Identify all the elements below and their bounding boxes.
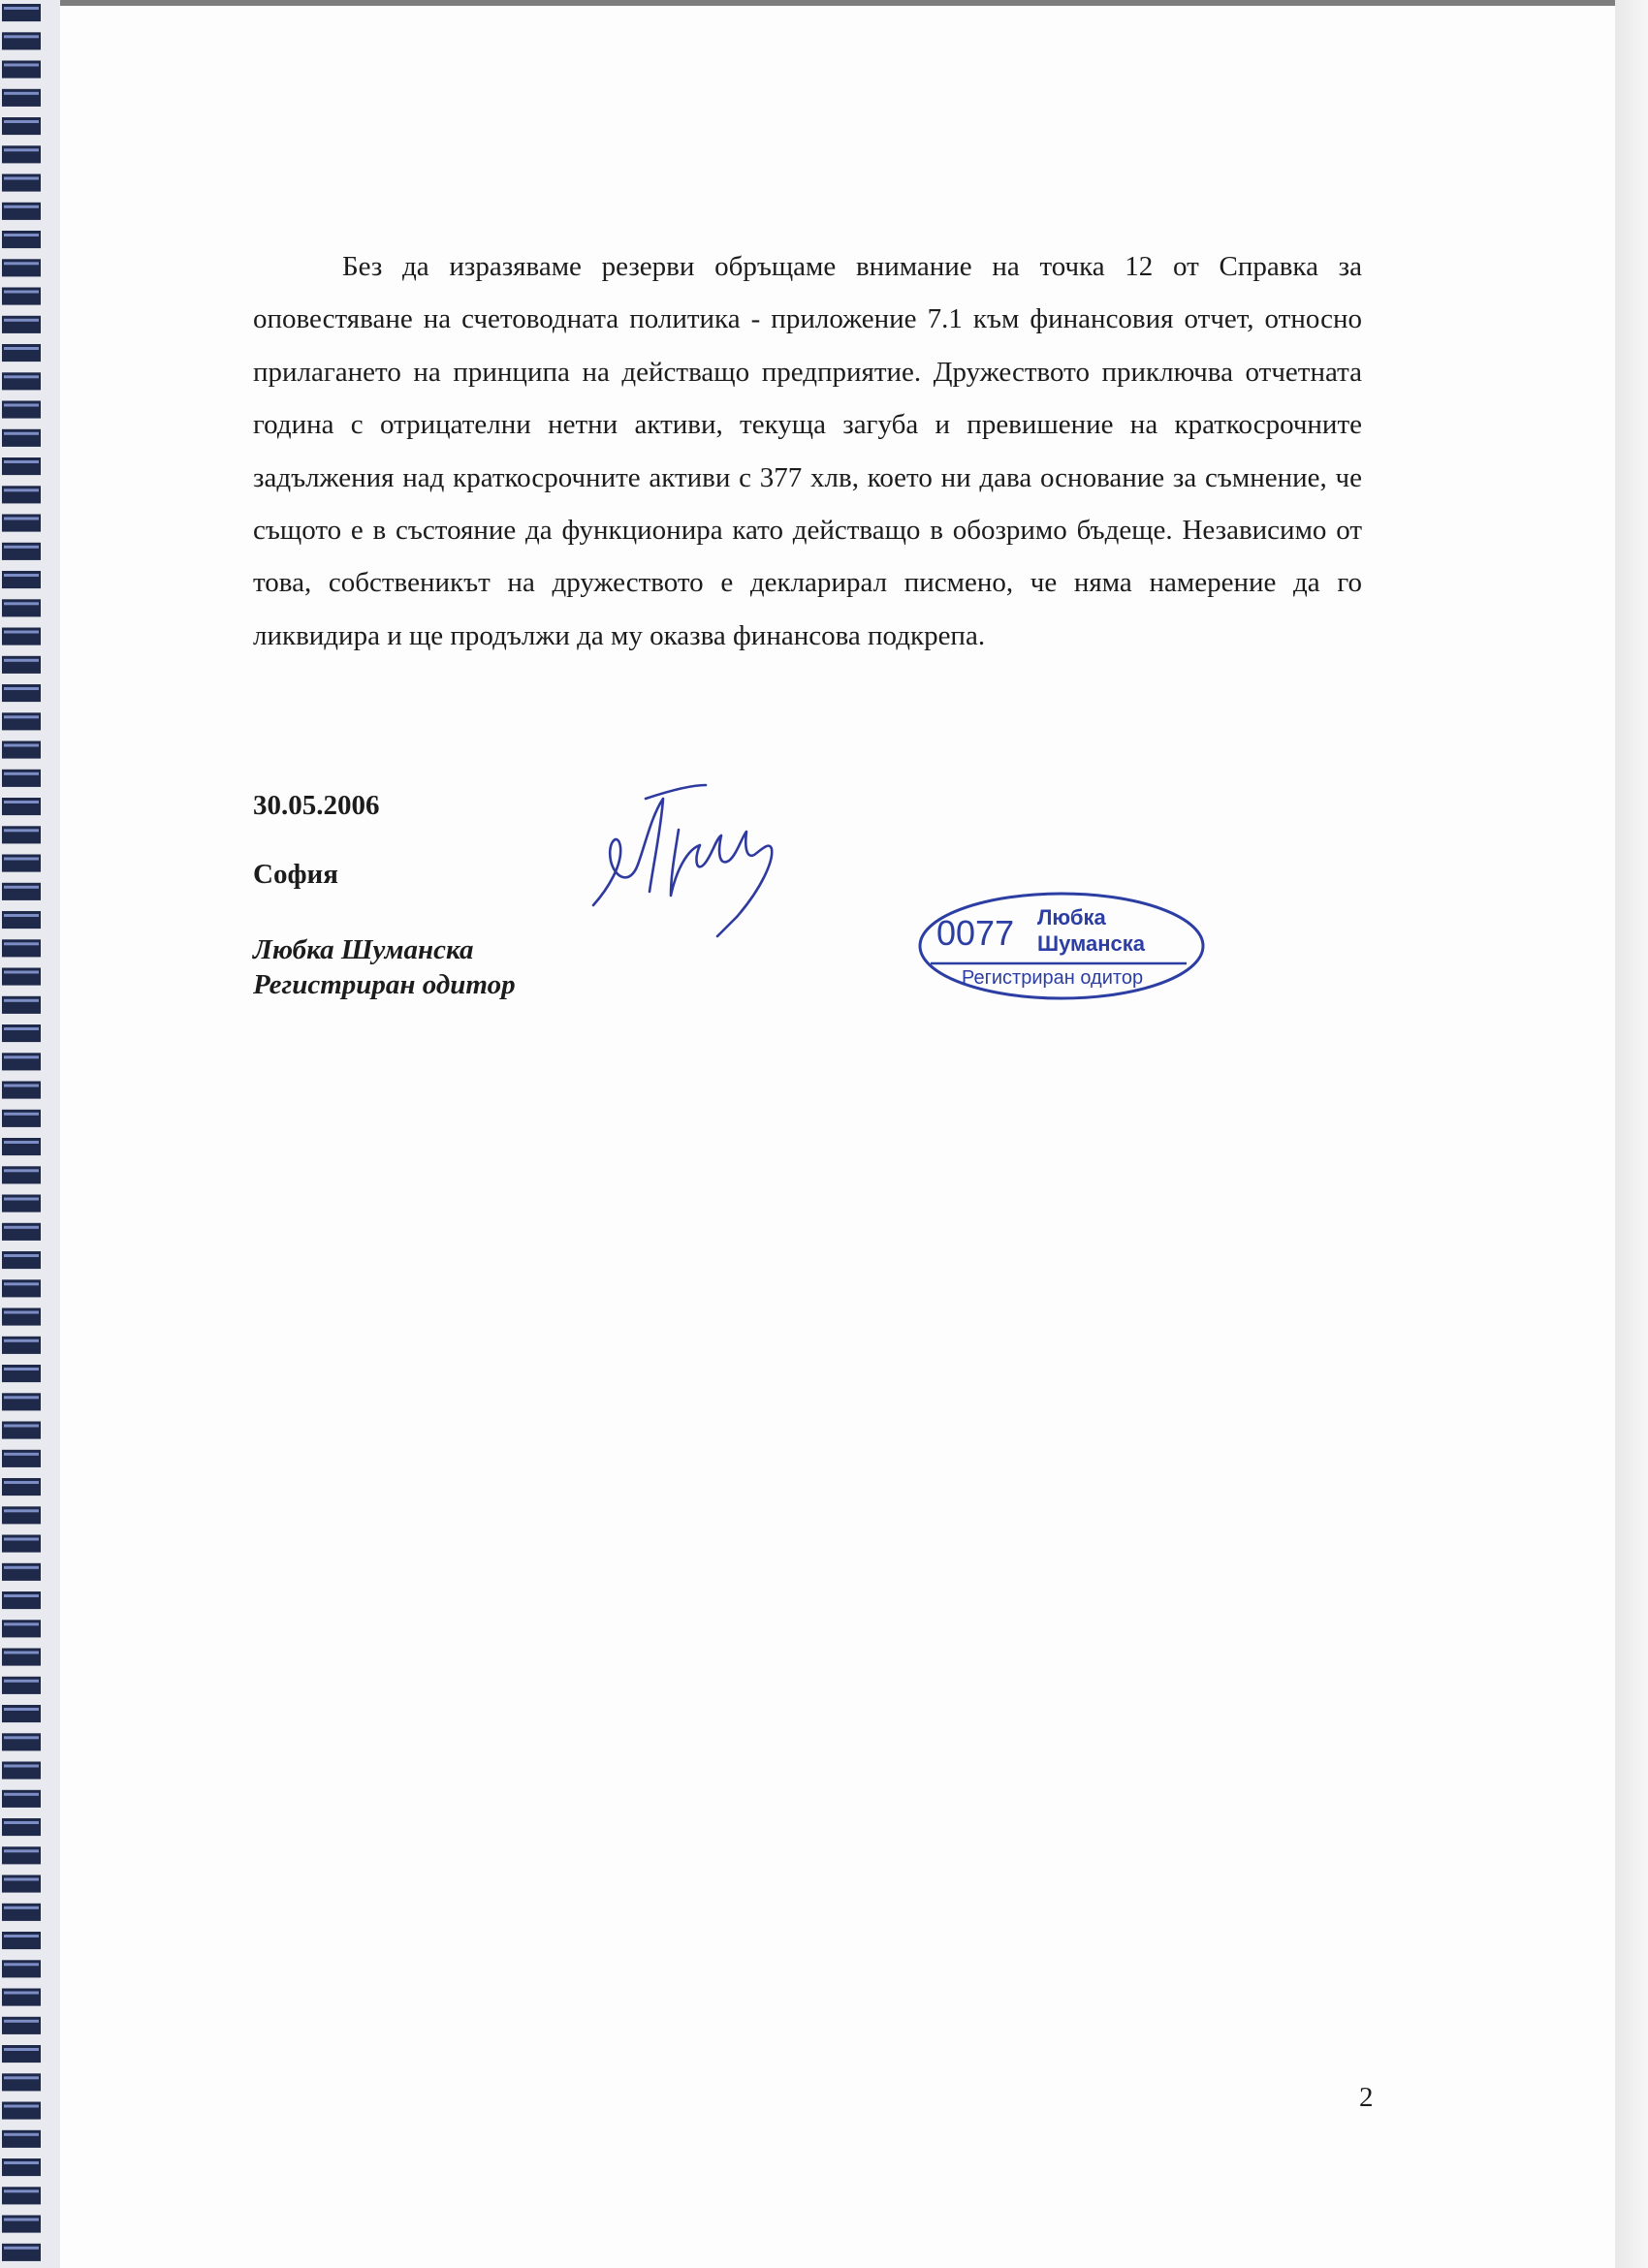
binding-ring: [2, 457, 41, 475]
binding-ring: [2, 372, 41, 390]
binding-ring-highlight: [4, 64, 39, 67]
binding-ring-highlight: [4, 1113, 39, 1116]
binding-ring-highlight: [4, 1566, 39, 1569]
binding-ring-highlight: [4, 1339, 39, 1342]
binding-ring-highlight: [4, 2133, 39, 2136]
binding-ring-highlight: [4, 546, 39, 549]
binding-ring: [2, 2158, 41, 2176]
binding-ring: [2, 1308, 41, 1326]
binding-ring: [2, 1591, 41, 1609]
binding-ring: [2, 543, 41, 560]
binding-ring: [2, 4, 41, 21]
binding-ring: [2, 203, 41, 220]
binding-ring-highlight: [4, 7, 39, 10]
spiral-binding: [0, 0, 60, 2268]
binding-ring: [2, 770, 41, 787]
binding-ring-highlight: [4, 1622, 39, 1625]
binding-ring-highlight: [4, 518, 39, 520]
binding-ring-highlight: [4, 659, 39, 662]
binding-ring-highlight: [4, 1821, 39, 1824]
binding-ring-highlight: [4, 2048, 39, 2051]
binding-ring: [2, 628, 41, 646]
binding-ring: [2, 2017, 41, 2034]
binding-ring-highlight: [4, 2219, 39, 2221]
binding-ring: [2, 656, 41, 674]
binding-ring-highlight: [4, 1538, 39, 1541]
binding-ring-highlight: [4, 602, 39, 605]
binding-ring-highlight: [4, 2161, 39, 2164]
binding-ring-highlight: [4, 687, 39, 690]
binding-ring: [2, 1110, 41, 1127]
binding-ring-highlight: [4, 858, 39, 861]
binding-ring-highlight: [4, 2189, 39, 2192]
binding-ring: [2, 145, 41, 163]
binding-ring: [2, 1649, 41, 1666]
binding-ring: [2, 486, 41, 503]
binding-ring-highlight: [4, 1169, 39, 1172]
binding-ring-highlight: [4, 1027, 39, 1030]
binding-ring: [2, 939, 41, 957]
binding-ring: [2, 1705, 41, 1722]
binding-ring-highlight: [4, 234, 39, 236]
binding-ring-highlight: [4, 404, 39, 407]
binding-ring: [2, 1506, 41, 1524]
binding-ring-highlight: [4, 1906, 39, 1909]
handwritten-signature: [582, 772, 872, 946]
binding-ring-highlight: [4, 715, 39, 718]
auditor-stamp: [915, 890, 1208, 1002]
binding-ring-highlight: [4, 1736, 39, 1739]
binding-ring: [2, 1223, 41, 1241]
binding-ring-highlight: [4, 1765, 39, 1768]
binding-ring-highlight: [4, 92, 39, 95]
binding-ring: [2, 2073, 41, 2091]
binding-ring-highlight: [4, 631, 39, 634]
binding-ring: [2, 1790, 41, 1808]
binding-ring: [2, 911, 41, 929]
binding-ring: [2, 1393, 41, 1410]
binding-ring-highlight: [4, 999, 39, 1002]
binding-ring-highlight: [4, 886, 39, 889]
binding-ring: [2, 174, 41, 192]
page-number: 2: [1359, 2082, 1374, 2113]
binding-ring-highlight: [4, 1849, 39, 1852]
binding-ring: [2, 741, 41, 759]
binding-ring: [2, 1279, 41, 1297]
binding-ring-highlight: [4, 1652, 39, 1654]
binding-ring: [2, 2187, 41, 2204]
binding-ring-highlight: [4, 1396, 39, 1399]
binding-ring-highlight: [4, 2105, 39, 2108]
binding-ring-highlight: [4, 35, 39, 38]
binding-ring: [2, 1082, 41, 1099]
signature-date: 30.05.2006: [253, 790, 380, 821]
binding-ring-highlight: [4, 347, 39, 350]
binding-ring-highlight: [4, 319, 39, 322]
binding-ring: [2, 1166, 41, 1183]
stamp-title: Регистриран одитор: [962, 967, 1144, 989]
binding-ring-highlight: [4, 801, 39, 803]
binding-ring-highlight: [4, 1963, 39, 1966]
binding-ring: [2, 1195, 41, 1213]
binding-ring: [2, 401, 41, 419]
binding-ring-highlight: [4, 1594, 39, 1597]
auditor-title: Регистриран одитор: [253, 969, 516, 1000]
binding-ring-highlight: [4, 914, 39, 917]
binding-ring: [2, 2216, 41, 2233]
binding-ring-highlight: [4, 1425, 39, 1428]
stamp-name-line1: Любка: [1037, 905, 1106, 929]
binding-ring: [2, 1620, 41, 1637]
binding-ring-highlight: [4, 120, 39, 123]
binding-ring: [2, 571, 41, 588]
binding-ring: [2, 1337, 41, 1354]
binding-ring: [2, 1932, 41, 1949]
binding-ring-highlight: [4, 262, 39, 265]
binding-ring-highlight: [4, 1141, 39, 1144]
binding-ring: [2, 1989, 41, 2006]
binding-ring-highlight: [4, 1680, 39, 1683]
binding-ring: [2, 1053, 41, 1070]
binding-ring: [2, 61, 41, 79]
binding-ring: [2, 89, 41, 107]
binding-ring-highlight: [4, 488, 39, 491]
binding-ring: [2, 712, 41, 730]
binding-ring: [2, 1960, 41, 1977]
binding-ring: [2, 1563, 41, 1581]
binding-ring-highlight: [4, 1085, 39, 1087]
binding-ring: [2, 1365, 41, 1382]
binding-ring-highlight: [4, 2247, 39, 2250]
binding-ring-highlight: [4, 2076, 39, 2079]
binding-ring-highlight: [4, 148, 39, 151]
binding-ring: [2, 798, 41, 815]
binding-ring: [2, 684, 41, 702]
binding-ring: [2, 599, 41, 616]
auditor-name: Любка Шуманска: [253, 934, 474, 965]
binding-ring: [2, 429, 41, 447]
binding-ring-highlight: [4, 1509, 39, 1512]
binding-ring-highlight: [4, 1226, 39, 1229]
binding-ring: [2, 1024, 41, 1042]
binding-ring: [2, 32, 41, 49]
binding-ring: [2, 1535, 41, 1553]
binding-ring: [2, 1733, 41, 1750]
binding-ring-highlight: [4, 942, 39, 945]
binding-ring: [2, 996, 41, 1014]
binding-ring-highlight: [4, 2020, 39, 2023]
binding-ring-highlight: [4, 291, 39, 294]
binding-ring: [2, 344, 41, 362]
audit-paragraph: Без да изразяваме резерви обръщаме внимание на точка 12 от Справка за оповестяване на счетоводната политика - приложение 7.1 към финансовия отчет, относно прилагането на принципа на действащо предприятие. Дружеството приключва отчетната година с отрицателни нетни активи, текуща загуба и превишение на краткосрочните задължения над краткосрочните активи с 377 хлв, което ни дава основание за съмнение, че същото е в състояние да функционира като действащо в обозримо бъдеще. Независимо от това, собственикът на дружеството е декларирал писмено, че няма намерение да го ликвидира и ще продължи да му оказва финансова подкрепа.: [253, 251, 1362, 651]
binding-ring: [2, 855, 41, 872]
page-right-edge: [1615, 0, 1648, 2268]
binding-ring-highlight: [4, 744, 39, 747]
binding-ring: [2, 968, 41, 986]
binding-ring-highlight: [4, 1254, 39, 1257]
binding-ring: [2, 2045, 41, 2063]
signature-city: София: [253, 859, 338, 890]
binding-ring: [2, 1422, 41, 1439]
binding-ring-highlight: [4, 1311, 39, 1314]
binding-ring: [2, 515, 41, 532]
stamp-name-line2: Шуманска: [1037, 931, 1146, 956]
binding-ring-highlight: [4, 772, 39, 775]
binding-ring-highlight: [4, 1481, 39, 1484]
stamp-number: 0077: [936, 913, 1015, 953]
binding-ring-highlight: [4, 1793, 39, 1796]
binding-ring: [2, 231, 41, 248]
binding-ring-highlight: [4, 1198, 39, 1201]
binding-ring-highlight: [4, 971, 39, 974]
binding-ring: [2, 1904, 41, 1921]
binding-ring-highlight: [4, 829, 39, 832]
binding-ring: [2, 259, 41, 276]
binding-ring-highlight: [4, 1282, 39, 1285]
binding-ring-highlight: [4, 1708, 39, 1711]
binding-ring: [2, 1875, 41, 1893]
binding-ring: [2, 2244, 41, 2261]
binding-ring-highlight: [4, 1878, 39, 1881]
binding-ring: [2, 1762, 41, 1780]
binding-ring: [2, 1478, 41, 1496]
binding-ring-highlight: [4, 1055, 39, 1058]
binding-ring-highlight: [4, 574, 39, 577]
binding-ring: [2, 883, 41, 900]
binding-ring: [2, 117, 41, 135]
binding-ring: [2, 1138, 41, 1155]
binding-ring-highlight: [4, 1935, 39, 1937]
binding-ring: [2, 2102, 41, 2120]
binding-ring-highlight: [4, 1453, 39, 1456]
binding-ring: [2, 316, 41, 333]
binding-ring-highlight: [4, 177, 39, 180]
binding-ring-highlight: [4, 1368, 39, 1370]
binding-ring: [2, 1450, 41, 1467]
binding-ring: [2, 1846, 41, 1864]
binding-ring-highlight: [4, 375, 39, 378]
binding-ring: [2, 1818, 41, 1836]
binding-ring-highlight: [4, 1992, 39, 1995]
binding-ring-highlight: [4, 432, 39, 435]
binding-ring: [2, 1677, 41, 1694]
binding-ring: [2, 288, 41, 305]
binding-ring: [2, 1251, 41, 1269]
binding-ring-highlight: [4, 460, 39, 463]
binding-ring: [2, 826, 41, 843]
binding-ring: [2, 2130, 41, 2148]
binding-ring-highlight: [4, 205, 39, 208]
